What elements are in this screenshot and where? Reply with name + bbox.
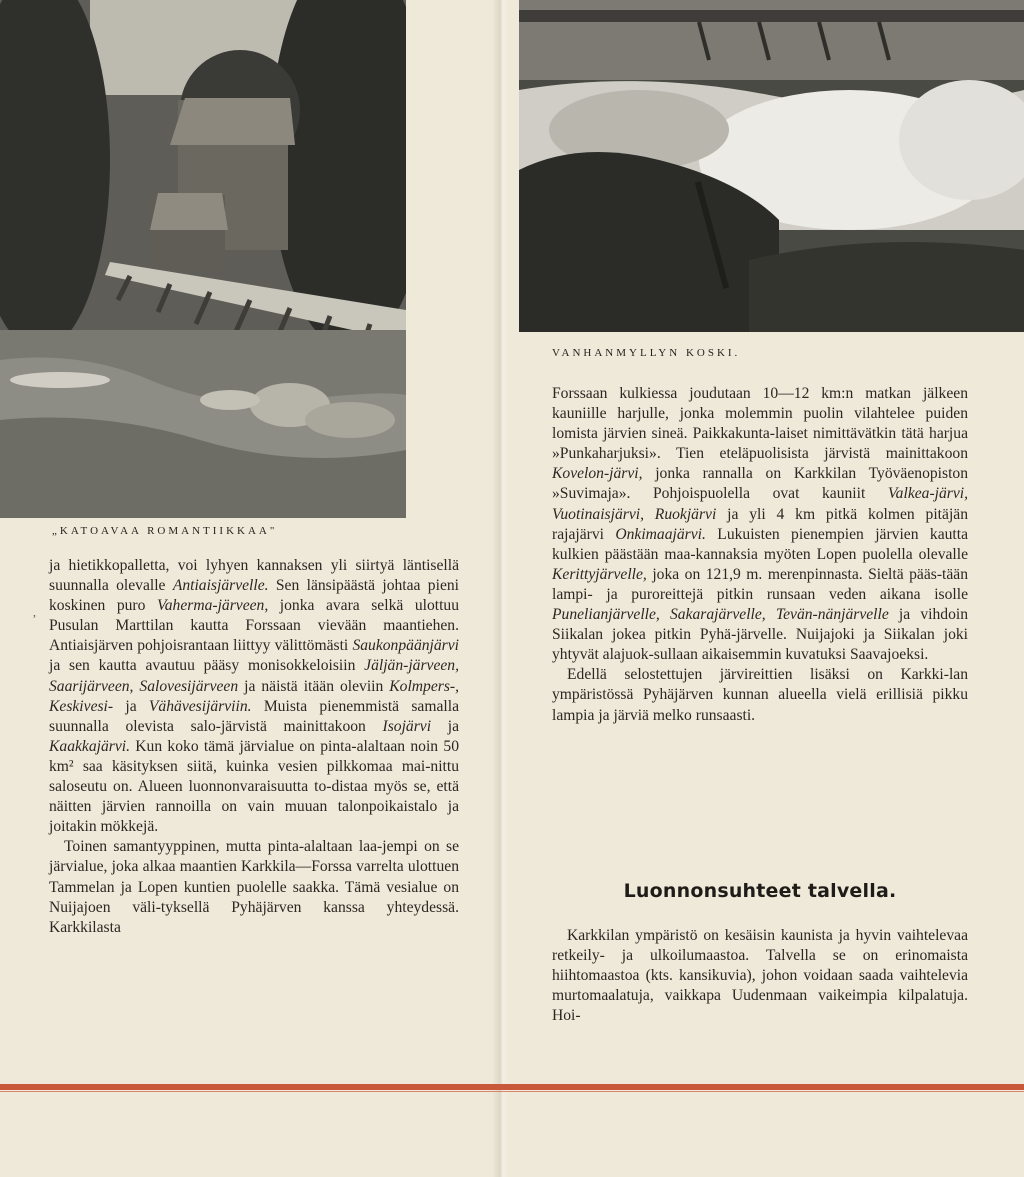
right-text-column — [552, 384, 968, 726]
right-paragraph-3: Karkkilan ympäristö on kesäisin kaunista ja hyvin vaihtelevaa retkeily- ja ulkoilumaastoa. Talvella se on erinomaista hiihtomaastoa (kts. kansikuvia), johon voidaan saada vaihtelevia murtomaalatuja, vaikkapa Uudenmaan vaikeimpia kilpalatuja. Hoi- — [552, 927, 968, 1025]
text-run: jonka rannalla on Karkkilan Työväenopiston »Suvimaja». Pohjoispuolella ovat kauniit — [552, 465, 968, 503]
rapids-photo-caption: VANHANMYLLYN KOSKI. — [552, 347, 741, 359]
text-run: Kun koko tämä järvialue on pinta-alaltaan noin 50 km² saa käsityksen siitä, kuinka vesien pilkkomaa mai-nittu saloseutu on. Alueen luonnonvaraisuutta to-distaa myös se, että näitten järvien rannoilla on vain muuan talonpoikaistalo ja joitakin mökkejä. — [49, 737, 459, 836]
text-run: ja sen kautta avautuu pääsy monisokkeloisiin — [49, 657, 365, 675]
mill-photo-caption: „KATOAVAA ROMANTIIKKAA" — [52, 525, 278, 537]
text-run: ja yli 4 km pitkä kolmen pitäjän rajajärvi — [552, 505, 968, 543]
lake-name: Kaakkajärvi. — [49, 737, 130, 755]
text-run: ja — [431, 717, 459, 735]
decorative-rule — [0, 1084, 1024, 1090]
page-fold — [492, 0, 510, 1177]
text-run: joka on 121,9 m. merenpinnasta. Sieltä pääs-tään lampi- ja puroreittejä pitkin runsaan veden aikana isolle — [552, 565, 968, 603]
text-run: ja hietikkopalletta, voi lyhyen kannaksen yli siirtyä läntisellä suunnalla olevalle — [49, 557, 459, 595]
text-run: jonka avara selkä ulottuu Pusulan Marttilan kautta Forssaan vievään maantiehen. Antiaisjärven pohjoisrantaan liittyy välittömästi — [49, 597, 459, 655]
text-run: Forssaan kulkiessa joudutaan 10—12 km:n matkan jälkeen kauniille harjulle, jonka molemmin puolin vilahtelee puiden lomista järvien sineä. Paikkakunta-laiset nimittävätkin tätä harjua »Punkaharjuksi». Tien eteläpuolisista järvistä mainittakoon — [552, 385, 968, 463]
text-run: ja näistä itään oleviin — [238, 677, 390, 695]
right-paragraph-2: Edellä selostettujen järvireittien lisäksi on Karkki-lan ympäristössä Pyhäjärven kunnan alueella vielä erillisiä pikku lampia ja järviä melko runsaasti. — [552, 666, 968, 724]
decorative-rule-thin — [0, 1091, 1024, 1092]
lake-name: Kovelon-järvi, — [552, 465, 643, 483]
text-run: Sen länsipäästä johtaa pieni koskinen puro — [49, 577, 459, 615]
section-heading: Luonnonsuhteet talvella. — [623, 880, 897, 902]
lake-name: Punelianjärvelle, Sakarajärvelle, Tevän-nänjärvelle — [552, 606, 889, 624]
text-run: ja — [113, 697, 149, 715]
lake-name: Kolmpers-, Keskivesi- — [49, 677, 460, 715]
right-paragraph-1 — [552, 384, 968, 665]
lake-name: Onkimaajärvi. — [615, 525, 706, 543]
right-text-column-lower — [552, 926, 968, 1026]
lake-name: Vähävesijärviin. — [148, 697, 252, 715]
left-text-column — [49, 556, 459, 938]
mill-photo — [0, 0, 406, 518]
margin-mark: , — [33, 605, 36, 619]
lake-name: Antiaisjärvelle. — [172, 577, 269, 595]
text-run: Lukuisten pienempien järvien kautta kulkien päästään maa-kannaksia myöten Lopen puolella olevalle — [552, 525, 969, 563]
lake-name: Isojärvi — [382, 717, 432, 735]
lake-name: Kerittyjärvelle, — [552, 565, 647, 583]
rapids-photo — [519, 0, 1024, 332]
left-paragraph-2: Toinen samantyyppinen, mutta pinta-alaltaan laa-jempi on se järvialue, joka alkaa maantien Karkkila—Forssa varrelta ulottuen Tammelan ja Lopen kuntien puolelle saakka. Tämä vesialue on Nuijajoen väli-tyksellä Pyhäjärven kanssa yhteydessä. Karkkilasta — [49, 838, 459, 936]
lake-name: Jäljän-järveen, Saarijärveen, Salovesijärveen — [49, 657, 459, 695]
left-paragraph-1 — [49, 556, 459, 837]
lake-name: Vaherma-järveen, — [156, 597, 269, 615]
lake-name: Valkea-järvi, Vuotinaisjärvi, Ruokjärvi — [552, 485, 968, 523]
text-run: Muista pienemmistä samalla suunnalla olevista salo-järvistä mainittakoon — [49, 697, 459, 735]
text-run: ja vihdoin Siikalan jokea pitkin Pyhä-järvelle. Nuijajoki ja Siikalan joki yhtyvät alajuok-sullaan aikaisemmin kuvatuksi Saavajoeksi. — [552, 606, 968, 664]
lake-name: Saukonpäänjärvi — [352, 637, 459, 655]
